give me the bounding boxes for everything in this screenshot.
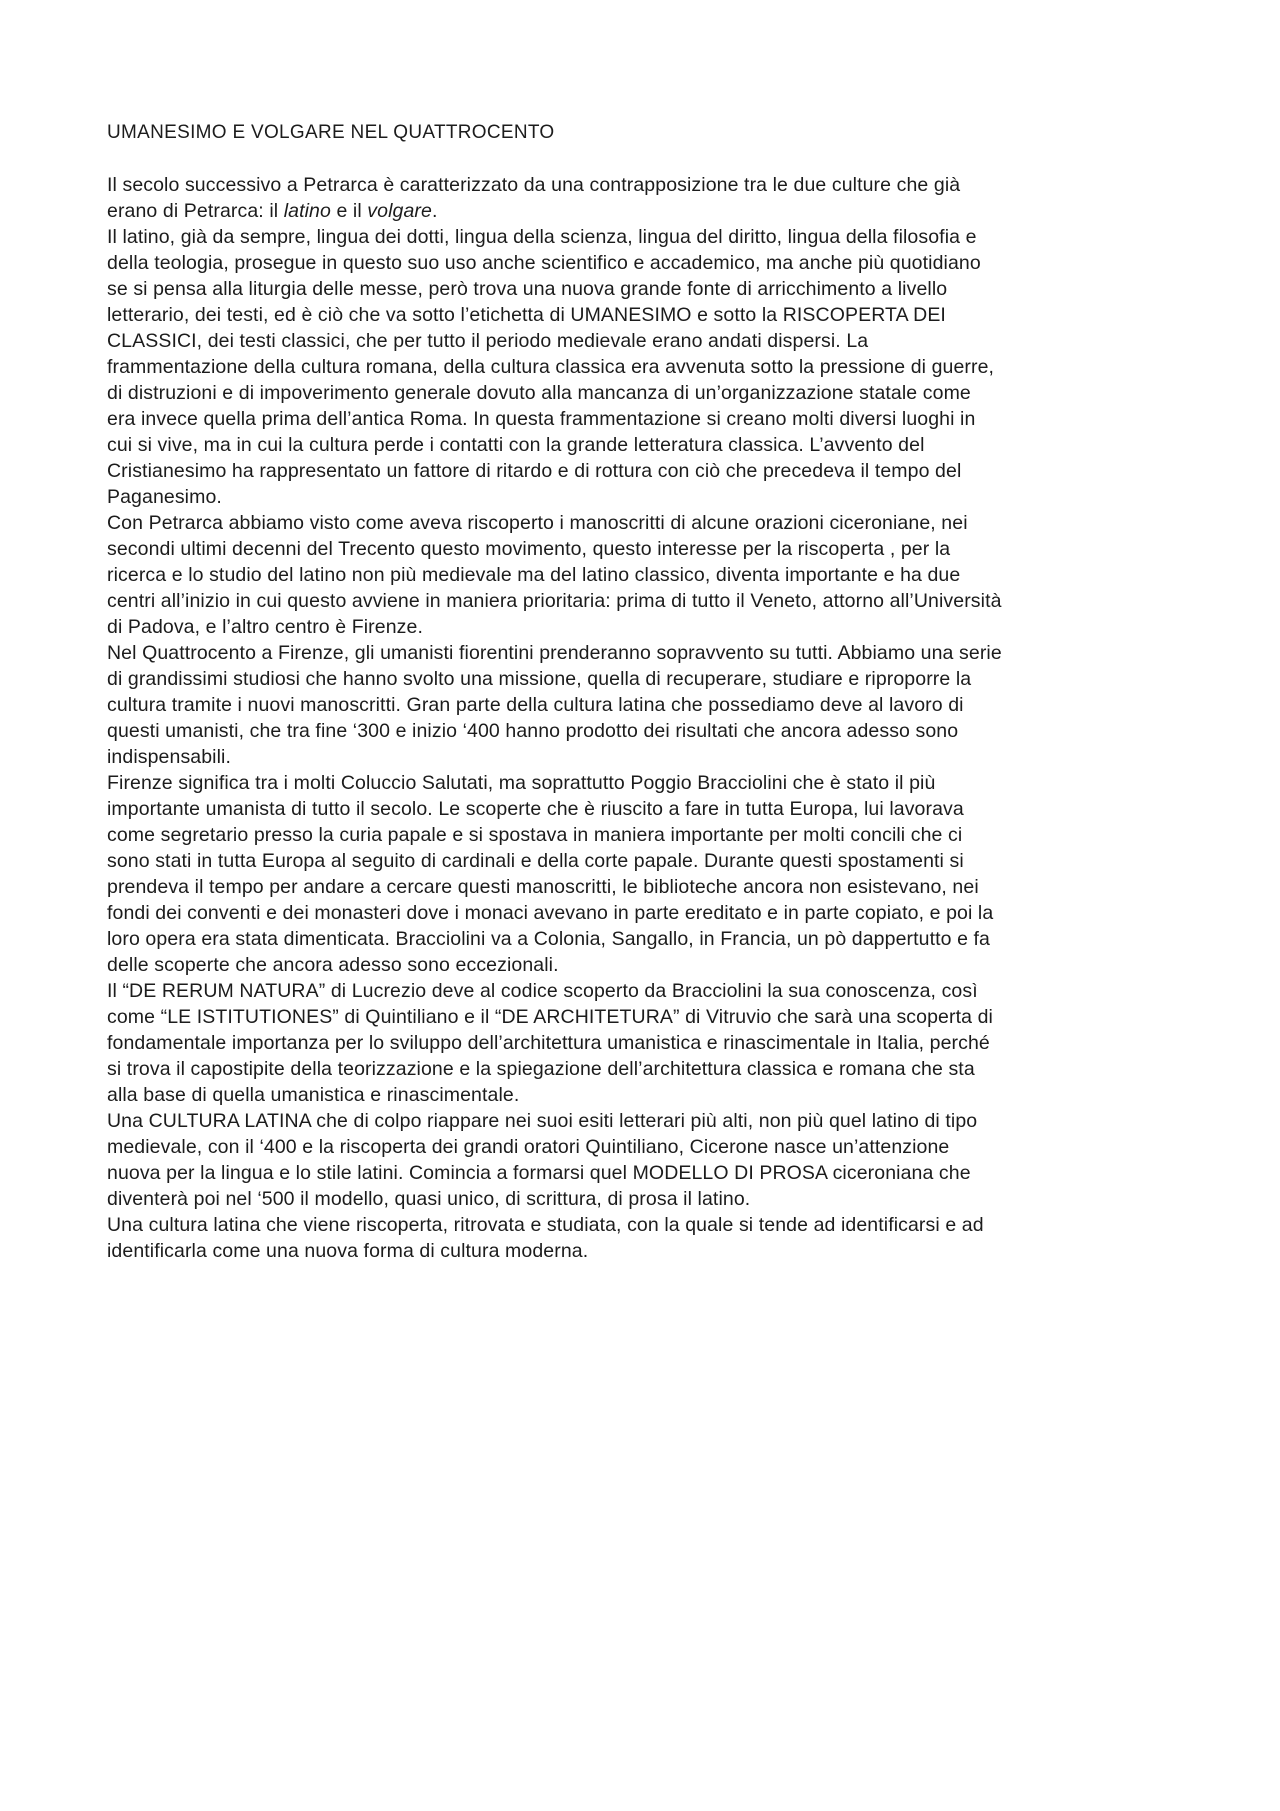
- text-run: Una CULTURA LATINA che di colpo riappare nei suoi esiti letterari più alti, non più quel latino di tipo medievale, con il ‘400 e la riscoperta dei grandi oratori Quintiliano, Cicerone nasce un’attenzione nuova per la lingua e lo stile latini. Comincia a formarsi quel MODELLO DI PROSA ciceroniana che diventerà poi nel ‘500 il modello, quasi unico, di scrittura, di prosa il latino.: [107, 1110, 978, 1210]
- paragraph: [107, 978, 1002, 1108]
- text-run: Il latino, già da sempre, lingua dei dotti, lingua della scienza, lingua del diritto, lingua della filosofia e della teologia, prosegue in questo suo uso anche scientifico e accademico, ma anche più quotidiano se si pensa alla liturgia delle messe, però trova una nuova grande fonte di arricchimento a livello letterario, dei testi, ed è ciò che va sotto l’etichetta di UMANESIMO e sotto la RISCOPERTA DEI CLASSICI, dei testi classici, che per tutto il periodo medievale erano andati dispersi. La frammentazione della cultura romana, della cultura classica era avvenuta sotto la pressione di guerre, di distruzioni e di impoverimento generale dovuto alla mancanza di un’organizzazione statale come era invece quella prima dell’antica Roma. In questa frammentazione si creano molti diversi luoghi in cui si vive, ma in cui la cultura perde i contatti con la grande letteratura classica. L’avvento del Cristianesimo ha rappresentato un fattore di ritardo e di rottura con ciò che precedeva il tempo del Paganesimo.: [107, 226, 995, 508]
- paragraph: [107, 770, 1002, 978]
- italic-text-run: volgare: [367, 200, 432, 222]
- paragraph: [107, 224, 1002, 510]
- paragraph: [107, 1212, 1002, 1264]
- text-run: Il secolo successivo a Petrarca è caratterizzato da una contrapposizione tra le due culture che già erano di Petrarca: il: [107, 174, 961, 222]
- italic-text-run: latino: [283, 200, 331, 222]
- text-run: .: [431, 200, 438, 222]
- document-title: UMANESIMO E VOLGARE NEL QUATTROCENTO: [107, 122, 555, 143]
- text-run: e il: [330, 200, 368, 222]
- text-run: Nel Quattrocento a Firenze, gli umanisti fiorentini prenderanno sopravvento su tutti. Abbiamo una serie di grandissimi studiosi che hanno svolto una missione, quella di recuperare, studiare e riproporre la cultura tramite i nuovi manoscritti. Gran parte della cultura latina che possediamo deve al lavoro di questi umanisti, che tra fine ‘300 e inizio ‘400 hanno prodotto dei risultati che ancora adesso sono indispensabili.: [107, 642, 1002, 768]
- text-run: Il “DE RERUM NATURA” di Lucrezio deve al codice scoperto da Bracciolini la sua conoscenza, così come “LE ISTITUTIONES” di Quintiliano e il “DE ARCHITETURA” di Vitruvio che sarà una scoperta di fondamentale importanza per lo sviluppo dell’architettura umanistica e rinascimentale in Italia, perché si trova il capostipite della teorizzazione e la spiegazione dell’architettura classica e romana che sta alla base di quella umanistica e rinascimentale.: [107, 980, 993, 1106]
- document-content: [107, 122, 1002, 1264]
- paragraph: [107, 172, 1002, 224]
- document-body: [107, 172, 1002, 1264]
- paragraph: [107, 1108, 1002, 1212]
- paragraph: [107, 510, 1002, 640]
- text-run: Una cultura latina che viene riscoperta, ritrovata e studiata, con la quale si tende ad identificarsi e ad identificarla come una nuova forma di cultura moderna.: [107, 1214, 984, 1262]
- paragraph: [107, 640, 1002, 770]
- text-run: Firenze significa tra i molti Coluccio Salutati, ma soprattutto Poggio Bracciolini che è stato il più importante umanista di tutto il secolo. Le scoperte che è riuscito a fare in tutta Europa, lui lavorava come segretario presso la curia papale e si spostava in maniera importante per molti concili che ci sono stati in tutta Europa al seguito di cardinali e della corte papale. Durante questi spostamenti si prendeva il tempo per andare a cercare questi manoscritti, le biblioteche ancora non esistevano, nei fondi dei conventi e dei monasteri dove i monaci avevano in parte ereditato e in parte copiato, e poi la loro opera era stata dimenticata. Bracciolini va a Colonia, Sangallo, in Francia, un pò dappertutto e fa delle scoperte che ancora adesso sono eccezionali.: [107, 772, 994, 976]
- text-run: Con Petrarca abbiamo visto come aveva riscoperto i manoscritti di alcune orazioni ciceroniane, nei secondi ultimi decenni del Trecento questo movimento, questo interesse per la riscoperta , per la ricerca e lo studio del latino non più medievale ma del latino classico, diventa importante e ha due centri all’inizio in cui questo avviene in maniera prioritaria: prima di tutto il Veneto, attorno all’Università di Padova, e l’altro centro è Firenze.: [107, 512, 1002, 638]
